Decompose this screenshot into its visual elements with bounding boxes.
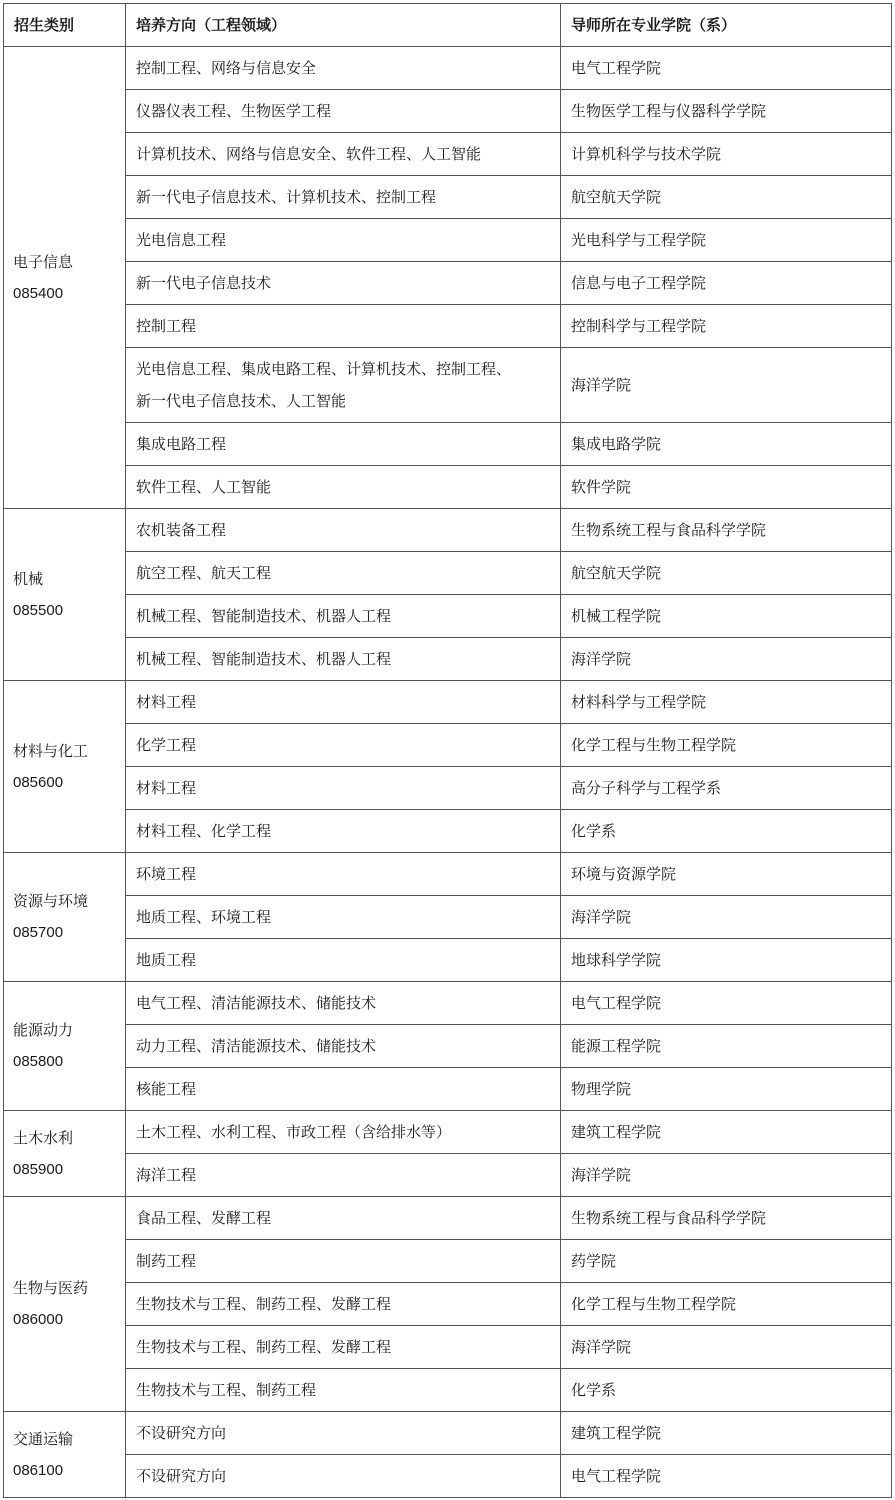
college-cell: 药学院: [561, 1240, 892, 1283]
category-cell: [4, 982, 126, 1111]
college-cell: 环境与资源学院: [561, 853, 892, 896]
table-row: [4, 681, 892, 724]
header-row: [4, 4, 892, 47]
table-row: [4, 724, 892, 767]
direction-cell: [126, 348, 561, 423]
direction-cell: 仪器仪表工程、生物医学工程: [126, 90, 561, 133]
direction-cell: 食品工程、发酵工程: [126, 1197, 561, 1240]
table-row: [4, 1068, 892, 1111]
category-code: 086100: [13, 1461, 64, 1479]
college-cell: 建筑工程学院: [561, 1111, 892, 1154]
direction-cell: 光电信息工程: [126, 219, 561, 262]
header-category: 招生类别: [4, 4, 126, 47]
table-row: [4, 1369, 892, 1412]
college-cell: 机械工程学院: [561, 595, 892, 638]
college-cell: 航空航天学院: [561, 552, 892, 595]
direction-cell: 海洋工程: [126, 1154, 561, 1197]
direction-cell: 电气工程、清洁能源技术、储能技术: [126, 982, 561, 1025]
category-code: 085900: [13, 1160, 64, 1178]
table-row: [4, 1154, 892, 1197]
college-cell: 控制科学与工程学院: [561, 305, 892, 348]
table-row: [4, 896, 892, 939]
category-name: 交通运输: [13, 1429, 74, 1448]
direction-cell: 地质工程: [126, 939, 561, 982]
table-row: [4, 552, 892, 595]
college-cell: 计算机科学与技术学院: [561, 133, 892, 176]
table-row: [4, 1025, 892, 1068]
direction-cell: 集成电路工程: [126, 423, 561, 466]
table-row: [4, 1326, 892, 1369]
table-row: [4, 1111, 892, 1154]
table-row: [4, 853, 892, 896]
college-cell: 集成电路学院: [561, 423, 892, 466]
college-cell: 电气工程学院: [561, 47, 892, 90]
direction-cell: 机械工程、智能制造技术、机器人工程: [126, 638, 561, 681]
direction-cell: 材料工程: [126, 681, 561, 724]
admission-table: [3, 3, 892, 1498]
college-cell: 海洋学院: [561, 1326, 892, 1369]
college-cell: 信息与电子工程学院: [561, 262, 892, 305]
direction-cell: 核能工程: [126, 1068, 561, 1111]
header-college: 导师所在专业学院（系）: [561, 4, 892, 47]
direction-cell: 控制工程、网络与信息安全: [126, 47, 561, 90]
category-code: 085700: [13, 924, 64, 941]
table-row: [4, 1283, 892, 1326]
college-cell: 光电科学与工程学院: [561, 219, 892, 262]
table-row: [4, 638, 892, 681]
direction-cell: 化学工程: [126, 724, 561, 767]
table-row: [4, 1455, 892, 1498]
category-cell: [4, 1197, 126, 1412]
table-row: [4, 939, 892, 982]
table-row: [4, 219, 892, 262]
direction-cell: 动力工程、清洁能源技术、储能技术: [126, 1025, 561, 1068]
direction-cell: 软件工程、人工智能: [126, 466, 561, 509]
college-cell: 海洋学院: [561, 896, 892, 939]
direction-cell: 控制工程: [126, 305, 561, 348]
direction-cell: 新一代电子信息技术: [126, 262, 561, 305]
category-name: 电子信息: [13, 252, 74, 271]
direction-cell: 环境工程: [126, 853, 561, 896]
category-cell: [4, 509, 126, 681]
direction-cell: 生物技术与工程、制药工程、发酵工程: [126, 1326, 561, 1369]
table-body: [4, 47, 892, 1498]
direction-cell: 制药工程: [126, 1240, 561, 1283]
category-cell: [4, 1111, 126, 1197]
direction-line: 光电信息工程、集成电路工程、计算机技术、控制工程、: [136, 360, 512, 378]
direction-cell: 不设研究方向: [126, 1455, 561, 1498]
category-name: 材料与化工: [13, 741, 89, 760]
college-cell: 电气工程学院: [561, 1455, 892, 1498]
table-row: [4, 595, 892, 638]
table-row: [4, 176, 892, 219]
table-row: [4, 810, 892, 853]
table-row: [4, 509, 892, 552]
table-row: [4, 767, 892, 810]
college-cell: 化学工程与生物工程学院: [561, 724, 892, 767]
college-cell: 生物系统工程与食品科学学院: [561, 509, 892, 552]
category-code: 085600: [13, 773, 64, 791]
college-cell: 海洋学院: [561, 348, 892, 423]
table-row: [4, 423, 892, 466]
table-row: [4, 1240, 892, 1283]
category-code: 086000: [13, 1311, 64, 1328]
direction-cell: 生物技术与工程、制药工程、发酵工程: [126, 1283, 561, 1326]
table-row: [4, 1197, 892, 1240]
college-cell: 化学系: [561, 1369, 892, 1412]
college-cell: 建筑工程学院: [561, 1412, 892, 1455]
table-row: [4, 305, 892, 348]
category-name: 机械: [13, 569, 44, 588]
table-row: [4, 47, 892, 90]
category-cell: [4, 1412, 126, 1498]
direction-cell: 材料工程、化学工程: [126, 810, 561, 853]
category-cell: [4, 47, 126, 509]
college-cell: 能源工程学院: [561, 1025, 892, 1068]
college-cell: 化学工程与生物工程学院: [561, 1283, 892, 1326]
direction-cell: 农机装备工程: [126, 509, 561, 552]
college-cell: 高分子科学与工程学系: [561, 767, 892, 810]
direction-line: 新一代电子信息技术、人工智能: [136, 392, 347, 410]
direction-cell: 新一代电子信息技术、计算机技术、控制工程: [126, 176, 561, 219]
category-code: 085500: [13, 601, 64, 619]
table-row: [4, 348, 892, 423]
table-row: [4, 133, 892, 176]
direction-cell: 计算机技术、网络与信息安全、软件工程、人工智能: [126, 133, 561, 176]
college-cell: 化学系: [561, 810, 892, 853]
direction-cell: 土木工程、水利工程、市政工程（含给排水等）: [126, 1111, 561, 1154]
table-row: [4, 90, 892, 133]
direction-cell: 生物技术与工程、制药工程: [126, 1369, 561, 1412]
table-row: [4, 262, 892, 305]
college-cell: 生物系统工程与食品科学学院: [561, 1197, 892, 1240]
category-name: 土木水利: [13, 1128, 74, 1147]
table-row: [4, 982, 892, 1025]
category-name: 资源与环境: [13, 892, 89, 910]
college-cell: 航空航天学院: [561, 176, 892, 219]
college-cell: 生物医学工程与仪器科学学院: [561, 90, 892, 133]
college-cell: 物理学院: [561, 1068, 892, 1111]
college-cell: 材料科学与工程学院: [561, 681, 892, 724]
college-cell: 海洋学院: [561, 638, 892, 681]
direction-cell: 机械工程、智能制造技术、机器人工程: [126, 595, 561, 638]
category-cell: [4, 853, 126, 982]
college-cell: 地球科学学院: [561, 939, 892, 982]
college-cell: 海洋学院: [561, 1154, 892, 1197]
header-direction: 培养方向（工程领域）: [126, 4, 561, 47]
table-row: [4, 1412, 892, 1455]
direction-cell: 不设研究方向: [126, 1412, 561, 1455]
table-row: [4, 466, 892, 509]
direction-cell: 材料工程: [126, 767, 561, 810]
category-code: 085800: [13, 1053, 64, 1070]
category-name: 生物与医药: [13, 1279, 89, 1297]
category-cell: [4, 681, 126, 853]
direction-cell: 航空工程、航天工程: [126, 552, 561, 595]
category-name: 能源动力: [13, 1021, 74, 1039]
college-cell: 电气工程学院: [561, 982, 892, 1025]
college-cell: 软件学院: [561, 466, 892, 509]
direction-cell: 地质工程、环境工程: [126, 896, 561, 939]
category-code: 085400: [13, 284, 64, 302]
